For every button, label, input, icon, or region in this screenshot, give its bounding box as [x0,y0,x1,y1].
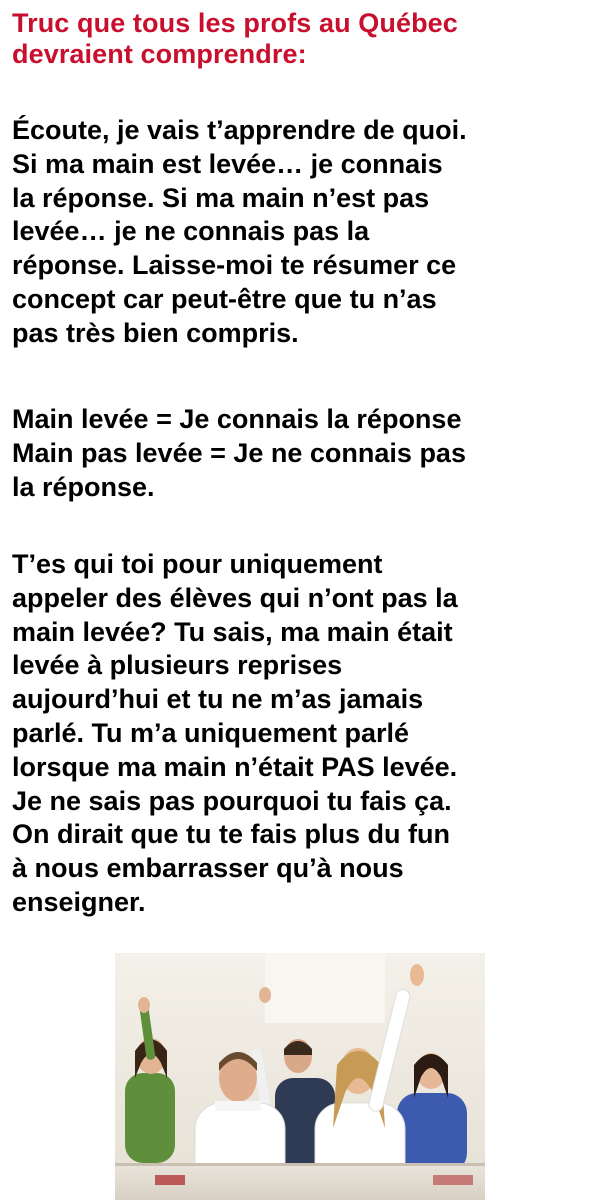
page-title [12,8,592,70]
text-line: réponse. Laisse-moi te résumer ce [12,250,457,281]
text-line: parlé. Tu m’a uniquement parlé [12,717,410,748]
text-line: main levée? Tu sais, ma main était [12,616,453,647]
text-line: T’es qui toi pour uniquement [12,549,383,579]
title-line-2: devraient comprendre: [12,39,307,69]
text-line: Écoute, je vais t’apprendre de quoi. [12,115,467,145]
paragraph-complaint [12,548,597,920]
text-line: levée à plusieurs reprises [12,650,343,681]
text-line: concept car peut-être que tu n’as [12,283,437,314]
text-line: pas très bien compris. [12,317,299,348]
text-line: levée… je ne connais pas la [12,216,370,247]
text-line: aujourd’hui et tu ne m’as jamais [12,684,424,715]
text-line: appeler des élèves qui n’ont pas la [12,582,458,613]
text-line: lorsque ma main n’était PAS levée. [12,751,458,782]
text-line: enseigner. [12,886,146,917]
text-line: Main pas levée = Je ne connais pas [12,437,466,468]
text-line: à nous embarrasser qu’à nous [12,853,404,884]
paragraph-summary [12,403,597,504]
text-line: Main levée = Je connais la réponse [12,404,462,434]
text-line: Je ne sais pas pourquoi tu fais ça. [12,785,452,816]
text-line: On dirait que tu te fais plus du fun [12,819,450,850]
text-line: la réponse. [12,471,155,502]
classroom-photo [115,953,485,1200]
paragraph-intro [12,114,597,351]
text-line: la réponse. Si ma main n’est pas [12,182,430,213]
title-line-1: Truc que tous les profs au Québec [12,8,458,38]
text-line: Si ma main est levée… je connais [12,148,443,179]
